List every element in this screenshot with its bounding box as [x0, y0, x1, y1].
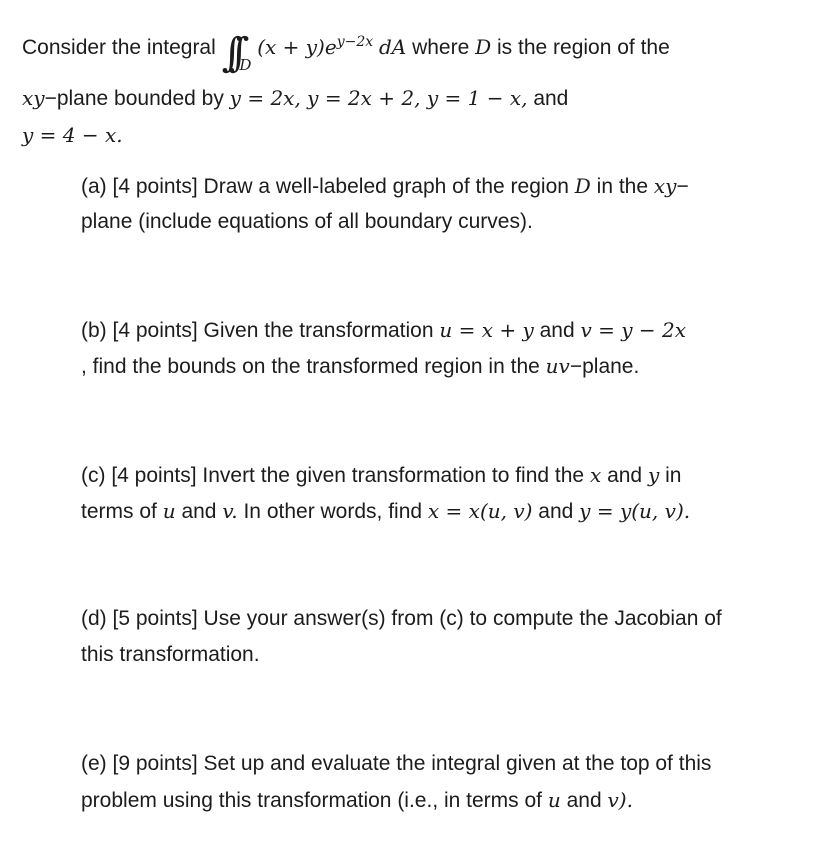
math: u	[547, 788, 561, 812]
intro-line-1	[22, 30, 670, 76]
text: (e) [9 points] Set up and evaluate the integral given at the top of this	[81, 752, 712, 775]
math: D	[475, 35, 492, 59]
text: , find the bounds on the transformed region in the	[81, 355, 540, 378]
part-a-line-2	[81, 210, 533, 234]
text: problem using this transformation (i.e., in terms of	[81, 789, 543, 812]
math: x	[589, 463, 602, 487]
text: and	[181, 500, 217, 523]
math: xy	[653, 174, 677, 198]
text: In other words, find	[243, 500, 423, 523]
intro-text: Consider the integral	[22, 36, 216, 59]
part-b-line-2	[81, 354, 639, 379]
math: D	[574, 174, 591, 198]
text: this transformation.	[81, 643, 260, 666]
part-e-line-2	[81, 788, 633, 813]
part-c-line-2	[81, 499, 690, 524]
differential: dA	[378, 35, 407, 59]
text: plane (include equations of all boundary curves).	[81, 210, 533, 233]
intro-line-2	[22, 86, 568, 111]
math: xy	[22, 86, 45, 110]
part-d-line-2	[81, 643, 260, 667]
text: is the region of the	[497, 36, 670, 59]
text: (c) [4 points] Invert the given transformation to find the	[81, 464, 585, 487]
text: −plane.	[569, 355, 640, 378]
text: and	[538, 500, 574, 523]
text: in	[665, 464, 682, 487]
text: and	[539, 319, 575, 342]
part-b-line-1	[81, 318, 686, 343]
math: y	[647, 463, 660, 487]
boundary-equation: y = 4 − x.	[22, 123, 123, 147]
part-c-line-1	[81, 463, 681, 488]
math: u	[162, 499, 176, 523]
math: uv	[545, 354, 570, 378]
intro-line-3	[22, 123, 123, 148]
part-d-line-1	[81, 607, 722, 631]
text: and	[533, 87, 569, 110]
math: y = y(u, v).	[579, 499, 691, 523]
text: (b) [4 points] Given the transformation	[81, 319, 434, 342]
boundary-equations: y = 2x, y = 2x + 2, y = 1 − x,	[229, 86, 528, 110]
integral-region: D	[239, 56, 252, 74]
math: x = x(u, v)	[427, 499, 533, 523]
math: v).	[607, 788, 633, 812]
text: −	[676, 175, 689, 198]
part-e-line-1	[81, 752, 711, 776]
text: (a) [4 points] Draw a well-labeled graph of the region	[81, 175, 569, 198]
text: and	[607, 464, 643, 487]
text: in the	[596, 175, 649, 198]
math: u = x + y	[439, 318, 534, 342]
math: v.	[222, 499, 238, 523]
double-integral-symbol: ∫∫	[221, 30, 236, 76]
integrand: (x + y)e	[257, 35, 337, 59]
text: and	[566, 789, 602, 812]
text: −plane bounded by	[44, 87, 224, 110]
text: where	[412, 36, 470, 59]
text: (d) [5 points] Use your answer(s) from (c) to compute the Jacobian of	[81, 607, 722, 630]
exponent: y−2x	[336, 34, 374, 50]
part-a-line-1	[81, 174, 689, 199]
math: v = y − 2x	[580, 318, 687, 342]
text: terms of	[81, 500, 157, 523]
